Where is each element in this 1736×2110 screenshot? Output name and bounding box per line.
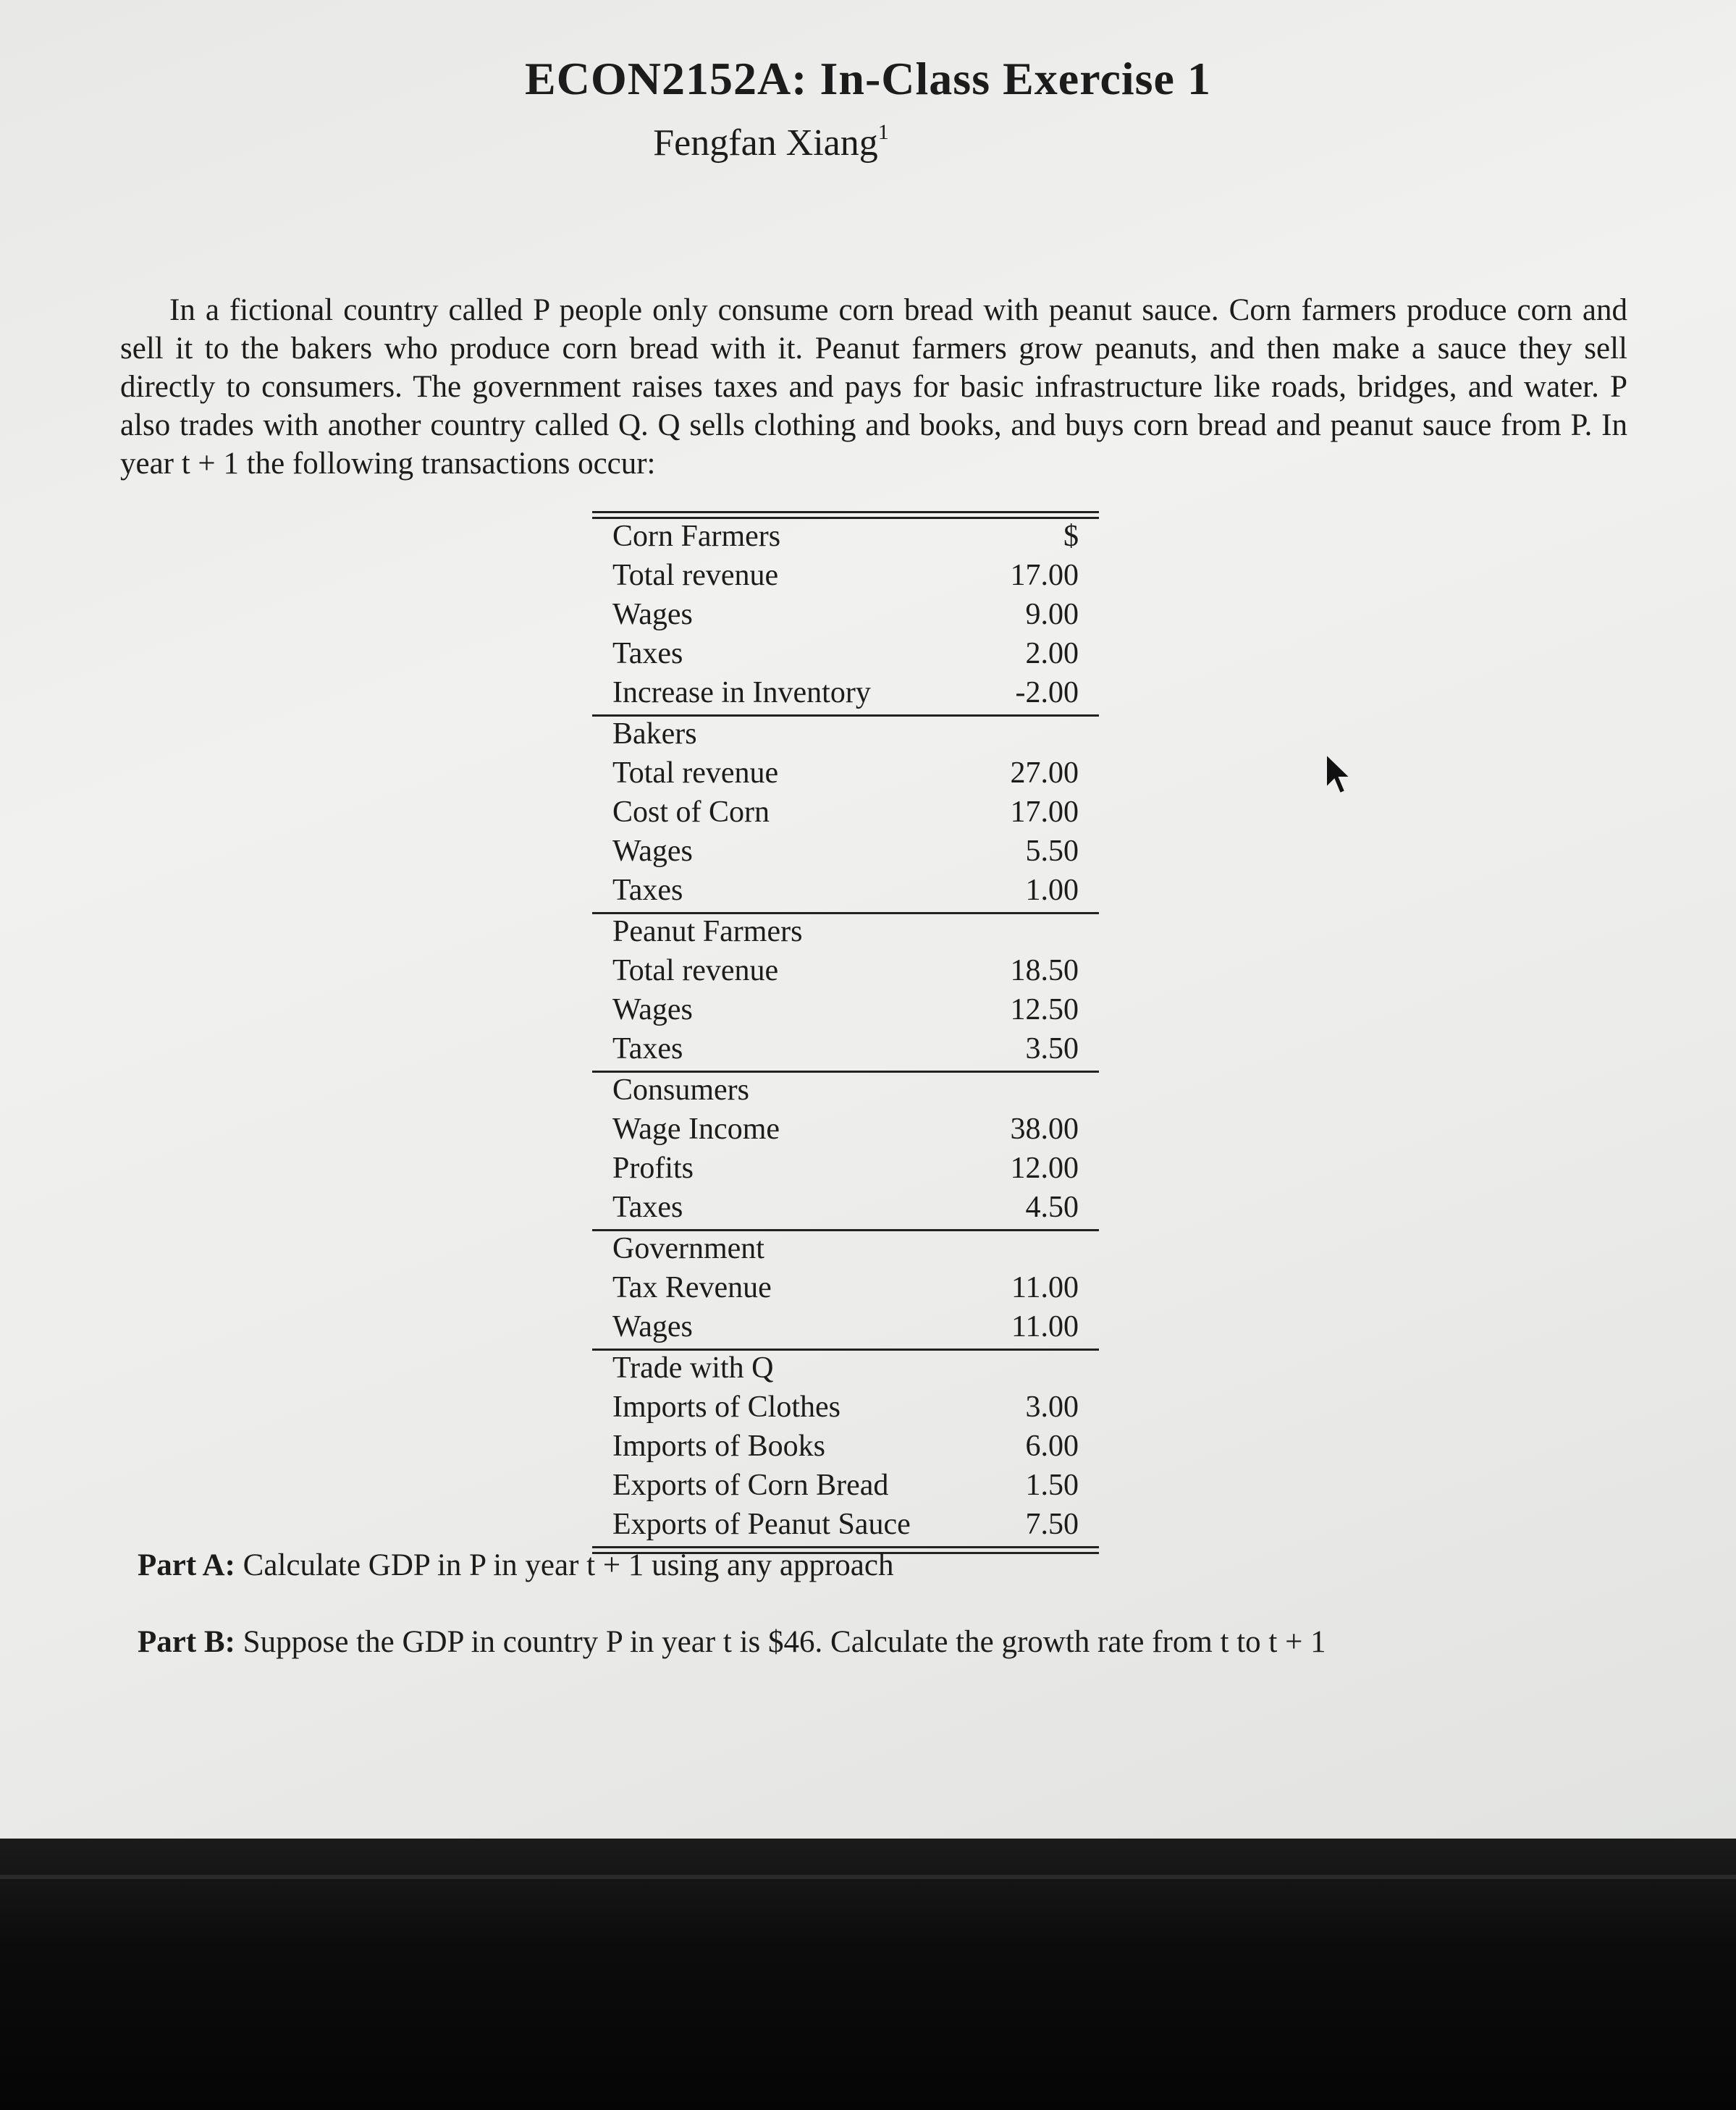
section-heading: Government [612, 1232, 764, 1265]
table-row [592, 1390, 1099, 1429]
table-row [592, 1112, 1099, 1151]
transactions-table [592, 511, 1099, 1554]
row-value: 11.00 [1011, 1310, 1079, 1343]
table-row [592, 558, 1099, 597]
row-label: Taxes [612, 1191, 683, 1224]
row-label: Wages [612, 835, 693, 868]
row-value: 2.00 [1025, 637, 1079, 670]
table-section [592, 1351, 1099, 1546]
table-row [592, 1270, 1099, 1309]
row-label: Increase in Inventory [612, 676, 871, 709]
row-value: 1.50 [1025, 1469, 1079, 1502]
section-heading: Peanut Farmers [612, 915, 803, 948]
row-label: Wages [612, 993, 693, 1026]
row-label: Taxes [612, 637, 683, 670]
part-b-label: Part B: [138, 1625, 235, 1659]
table-row [592, 1468, 1099, 1507]
monitor-bezel [0, 1839, 1736, 2110]
row-value: 17.00 [1010, 559, 1079, 592]
table-section [592, 1073, 1099, 1231]
intro-text: In a fictional country called P people only consume corn bread with peanut sauce. Corn farmers produce corn and sell it to the bakers who produce corn bread with it. Peanut farmers grow peanuts, and then make a sauce they sell directly to consumers. The government raises taxes and pays for basic infrastructure like roads, bridges, and water. P also trades with another country called Q. Q sells clothing and books, and buys corn bread and peanut sauce from P. In year t + 1 the following transactions occur: [120, 293, 1627, 481]
row-value: 9.00 [1025, 598, 1079, 631]
author-name: Fengfan Xiang [653, 122, 878, 164]
table-section-heading-row [592, 717, 1099, 756]
part-b [138, 1624, 1326, 1660]
row-label: Taxes [612, 874, 683, 907]
intro-paragraph [120, 291, 1627, 483]
table-body [592, 519, 1099, 1546]
row-label: Profits [612, 1152, 694, 1185]
row-value: 12.00 [1010, 1152, 1079, 1185]
row-value: 3.50 [1025, 1032, 1079, 1065]
row-value: 12.50 [1010, 993, 1079, 1026]
table-row [592, 795, 1099, 834]
table-row [592, 953, 1099, 992]
row-value: 11.00 [1011, 1271, 1079, 1304]
table-row [592, 675, 1099, 714]
table-section [592, 717, 1099, 914]
table-row [592, 1031, 1099, 1071]
table-row [592, 1151, 1099, 1190]
row-label: Wage Income [612, 1113, 780, 1146]
section-heading: Consumers [612, 1073, 749, 1107]
table-row [592, 756, 1099, 795]
row-value: 4.50 [1025, 1191, 1079, 1224]
table-section-heading-row [592, 914, 1099, 953]
part-a [138, 1548, 893, 1583]
table-row [592, 834, 1099, 873]
part-b-text: Suppose the GDP in country P in year t is $46. Calculate the growth rate from t to t + 1 [243, 1625, 1326, 1659]
row-value: 18.50 [1010, 954, 1079, 987]
row-label: Exports of Peanut Sauce [612, 1508, 911, 1541]
row-label: Wages [612, 1310, 693, 1343]
section-heading: Trade with Q [612, 1351, 774, 1385]
table-section [592, 1231, 1099, 1351]
table-row [592, 873, 1099, 912]
table-section [592, 914, 1099, 1073]
table-row [592, 992, 1099, 1031]
row-value: 3.00 [1025, 1391, 1079, 1424]
table-section-heading-row [592, 1073, 1099, 1112]
row-label: Tax Revenue [612, 1271, 772, 1304]
row-value: 5.50 [1025, 835, 1079, 868]
row-value: 17.00 [1010, 796, 1079, 829]
table-row [592, 597, 1099, 636]
row-value: 7.50 [1025, 1508, 1079, 1541]
row-value: 6.00 [1025, 1430, 1079, 1463]
monitor-bezel-edge [0, 1875, 1736, 1879]
row-label: Total revenue [612, 559, 779, 592]
part-a-label: Part A: [138, 1548, 235, 1582]
row-label: Wages [612, 598, 693, 631]
row-label: Imports of Clothes [612, 1391, 840, 1424]
table-row [592, 1429, 1099, 1468]
row-value: 27.00 [1010, 756, 1079, 790]
table-top-rule [592, 511, 1099, 519]
author-footnote-marker: 1 [877, 120, 889, 144]
document-title: ECON2152A: In-Class Exercise 1 [525, 53, 1211, 104]
mouse-pointer-icon [1323, 753, 1352, 796]
row-label: Imports of Books [612, 1430, 825, 1463]
table-row [592, 1190, 1099, 1229]
table-section-heading-row [592, 1351, 1099, 1390]
document-author [0, 120, 1542, 164]
row-label: Taxes [612, 1032, 683, 1065]
table-section-heading-row [592, 519, 1099, 558]
table-section [592, 519, 1099, 717]
part-a-text: Calculate GDP in P in year t + 1 using any approach [243, 1548, 894, 1582]
row-label: Exports of Corn Bread [612, 1469, 889, 1502]
section-heading: Corn Farmers [612, 520, 781, 553]
row-label: Total revenue [612, 756, 779, 790]
row-value: -2.00 [1015, 676, 1079, 709]
row-value: 38.00 [1010, 1113, 1079, 1146]
table-row [592, 1507, 1099, 1546]
section-heading: Bakers [612, 717, 697, 751]
row-label: Cost of Corn [612, 796, 770, 829]
table-row [592, 636, 1099, 675]
row-label: Total revenue [612, 954, 779, 987]
table-row [592, 1309, 1099, 1349]
currency-header: $ [1063, 520, 1079, 553]
table-section-heading-row [592, 1231, 1099, 1270]
row-value: 1.00 [1025, 874, 1079, 907]
